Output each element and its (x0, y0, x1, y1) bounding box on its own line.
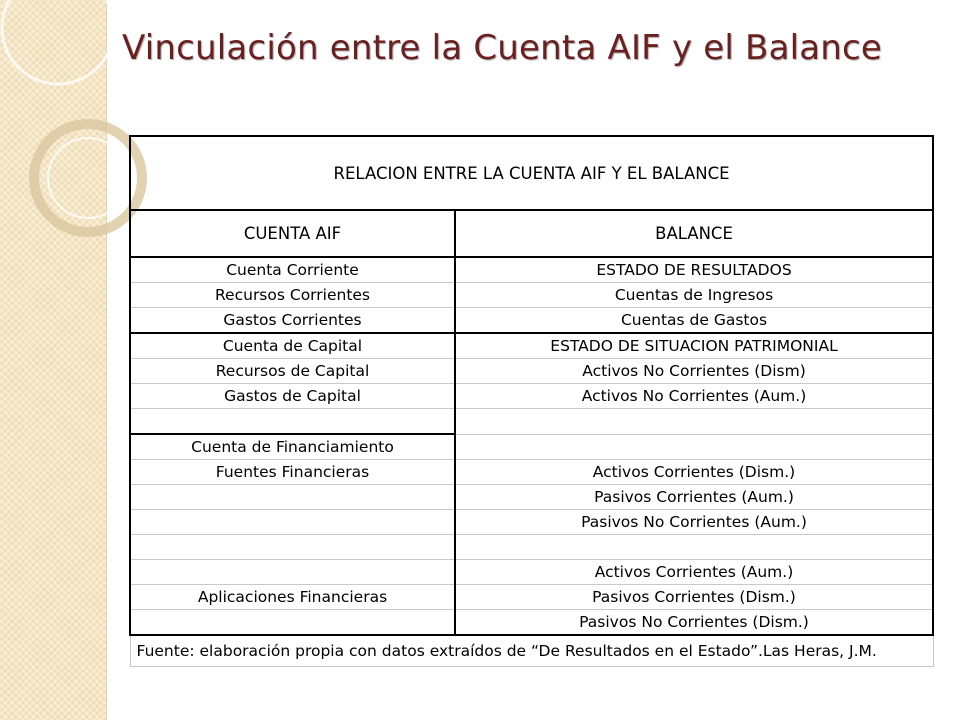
table-row (130, 333, 933, 359)
table-row (130, 485, 933, 510)
table-row (130, 283, 933, 308)
cell-right: Cuentas de Ingresos (455, 283, 933, 308)
table-row (130, 510, 933, 535)
cell-right: Activos No Corrientes (Aum.) (455, 384, 933, 409)
table-row (130, 434, 933, 460)
table-row (130, 384, 933, 409)
relation-table (129, 135, 934, 667)
cell-left (130, 409, 455, 435)
cell-right: Activos Corrientes (Aum.) (455, 560, 933, 585)
column-header-row (130, 210, 933, 257)
table-row (130, 610, 933, 636)
cell-right: Pasivos Corrientes (Dism.) (455, 585, 933, 610)
cell-left: Cuenta Corriente (130, 257, 455, 283)
cell-left: Cuenta de Capital (130, 333, 455, 359)
table-row (130, 460, 933, 485)
cell-left: Recursos Corrientes (130, 283, 455, 308)
cell-right: Pasivos No Corrientes (Aum.) (455, 510, 933, 535)
cell-right: ESTADO DE RESULTADOS (455, 257, 933, 283)
relation-table-container (129, 135, 932, 690)
table-header: RELACION ENTRE LA CUENTA AIF Y EL BALANCE (130, 136, 933, 210)
decorative-circles (0, 0, 140, 260)
cell-left (130, 485, 455, 510)
cell-left: Cuenta de Financiamiento (130, 434, 455, 460)
column-header-cuenta-aif: CUENTA AIF (130, 210, 455, 257)
cell-right (455, 409, 933, 435)
footnote-row (130, 635, 933, 667)
cell-left: Aplicaciones Financieras (130, 585, 455, 610)
cell-left (130, 610, 455, 636)
cell-right: Pasivos No Corrientes (Dism.) (455, 610, 933, 636)
cell-right: Cuentas de Gastos (455, 308, 933, 334)
cell-right: ESTADO DE SITUACION PATRIMONIAL (455, 333, 933, 359)
table-row (130, 308, 933, 334)
cell-left: Recursos de Capital (130, 359, 455, 384)
table-row (130, 585, 933, 610)
cell-left: Gastos de Capital (130, 384, 455, 409)
source-footnote: Fuente: elaboración propia con datos extraídos de “De Resultados en el Estado”.Las Heras, J.M. (130, 635, 933, 667)
cell-right: Activos No Corrientes (Dism) (455, 359, 933, 384)
cell-right: Activos Corrientes (Dism.) (455, 460, 933, 485)
slide-title: Vinculación entre la Cuenta AIF y el Balance (122, 28, 883, 68)
cell-left: Gastos Corrientes (130, 308, 455, 334)
table-row (130, 560, 933, 585)
cell-left (130, 510, 455, 535)
table-row (130, 359, 933, 384)
table-header-row (130, 136, 933, 210)
cell-right (455, 535, 933, 560)
cell-left (130, 535, 455, 560)
cell-left (130, 560, 455, 585)
cell-right: Pasivos Corrientes (Aum.) (455, 485, 933, 510)
table-row (130, 409, 933, 435)
table-row (130, 535, 933, 560)
column-header-balance: BALANCE (455, 210, 933, 257)
cell-right (455, 434, 933, 460)
cell-left: Fuentes Financieras (130, 460, 455, 485)
table-row (130, 257, 933, 283)
